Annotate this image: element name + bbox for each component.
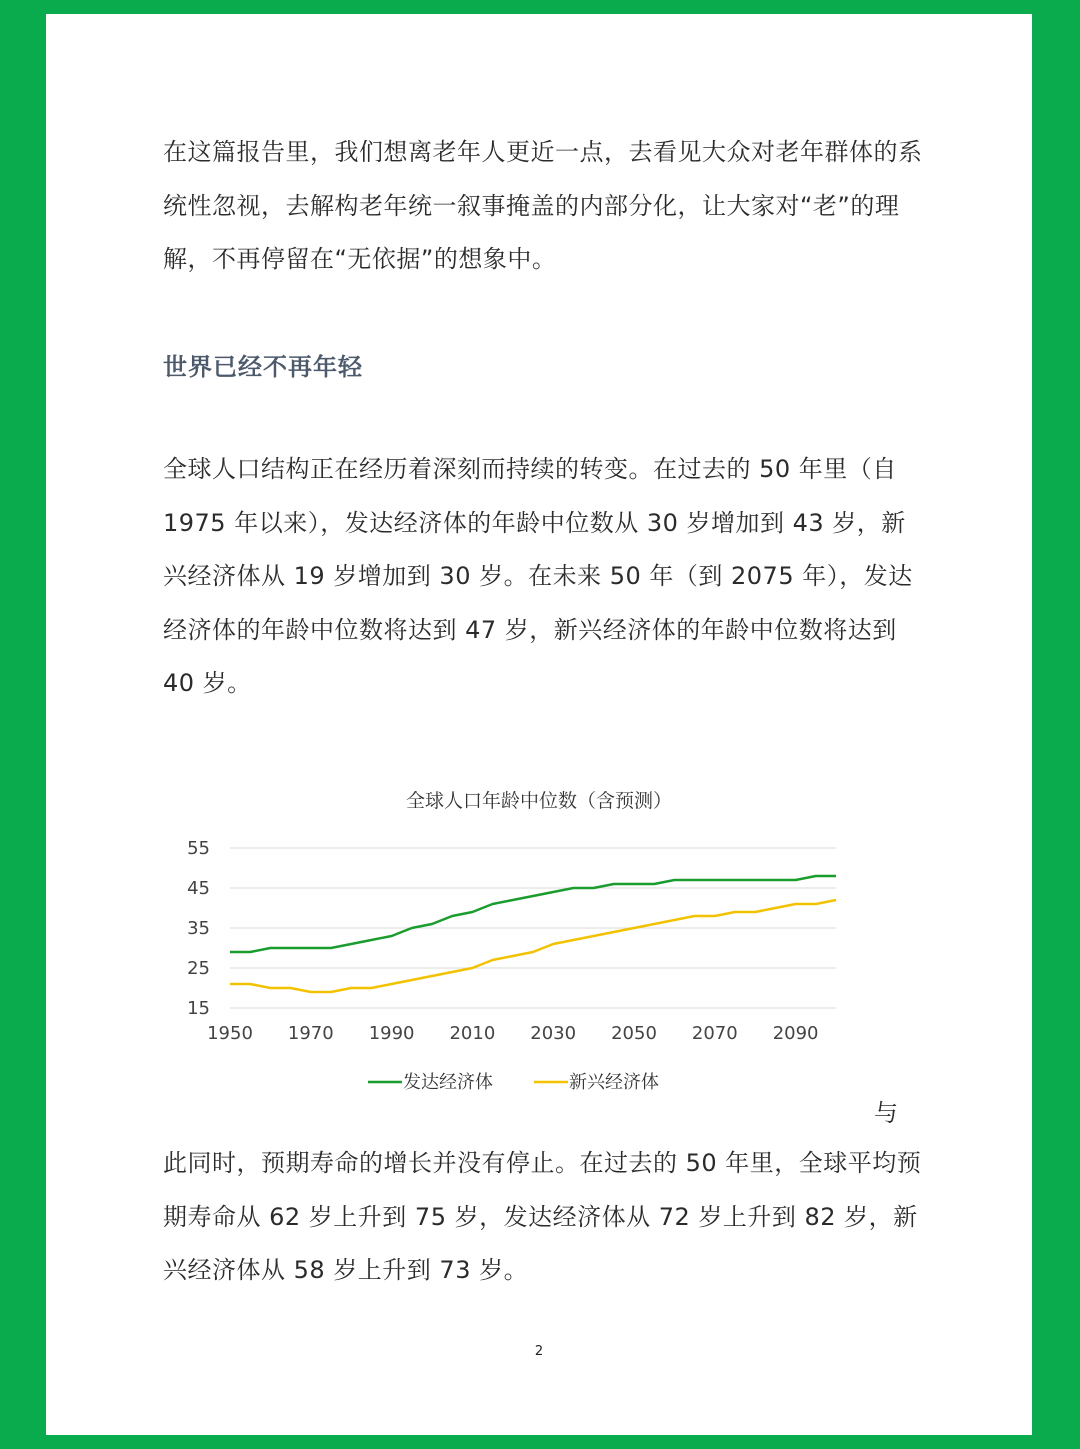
section-heading: 世界已经不再年轻 bbox=[163, 353, 363, 381]
body-paragraph: 全球人口结构正在经历着深刻而持续的转变。在过去的 50 年里（自 1975 年以来），发达经济体的年龄中位数从 30 岁增加到 43 岁，新兴经济体从 19 岁增加到 30 岁。在未来 50 年（到 2075 年），发达经济体的年龄中位数将达到 47 岁，新兴经济体的年龄中位数将达到 40 岁。 bbox=[163, 455, 913, 697]
x-tick-label: 2010 bbox=[449, 1023, 496, 1044]
document-page bbox=[46, 14, 1032, 1435]
closing-paragraph: 此同时，预期寿命的增长并没有停止。在过去的 50 年里，全球平均预期寿命从 62 岁上升到 75 岁，发达经济体从 72 岁上升到 82 岁，新兴经济体从 58 岁上升到 73 岁。 bbox=[163, 1149, 922, 1284]
legend-label: 新兴经济体 bbox=[569, 1072, 659, 1093]
y-tick-label: 45 bbox=[187, 878, 210, 899]
series-line-1 bbox=[230, 900, 836, 992]
x-tick-label: 1950 bbox=[207, 1023, 253, 1044]
x-tick-label: 2090 bbox=[772, 1023, 819, 1044]
chart-gridlines bbox=[230, 848, 836, 1008]
legend-label: 发达经济体 bbox=[403, 1072, 493, 1093]
chart-title: 全球人口年龄中位数（含预测） bbox=[405, 790, 672, 812]
y-tick-label: 55 bbox=[187, 838, 210, 859]
y-tick-label: 35 bbox=[187, 918, 210, 939]
page-number: 2 bbox=[534, 1344, 544, 1359]
chart-series bbox=[230, 876, 836, 992]
intro-paragraph: 在这篇报告里，我们想离老年人更近一点，去看见大众对老年群体的系统性忽视，去解构老年统一叙事掩盖的内部分化，让大家对“老”的理解，不再停留在“无依据”的想象中。 bbox=[163, 138, 923, 273]
chart-y-ticks bbox=[187, 838, 210, 1019]
y-tick-label: 15 bbox=[187, 998, 210, 1019]
x-tick-label: 2030 bbox=[530, 1023, 577, 1044]
x-tick-label: 2050 bbox=[611, 1023, 657, 1044]
chart-x-ticks bbox=[207, 1023, 818, 1044]
x-tick-label: 1970 bbox=[287, 1023, 334, 1044]
y-tick-label: 25 bbox=[187, 958, 210, 979]
x-tick-label: 2070 bbox=[691, 1023, 738, 1044]
side-character: 与 bbox=[874, 1099, 898, 1127]
series-line-0 bbox=[230, 876, 836, 952]
x-tick-label: 1990 bbox=[368, 1023, 415, 1044]
chart-legend bbox=[368, 1072, 659, 1093]
